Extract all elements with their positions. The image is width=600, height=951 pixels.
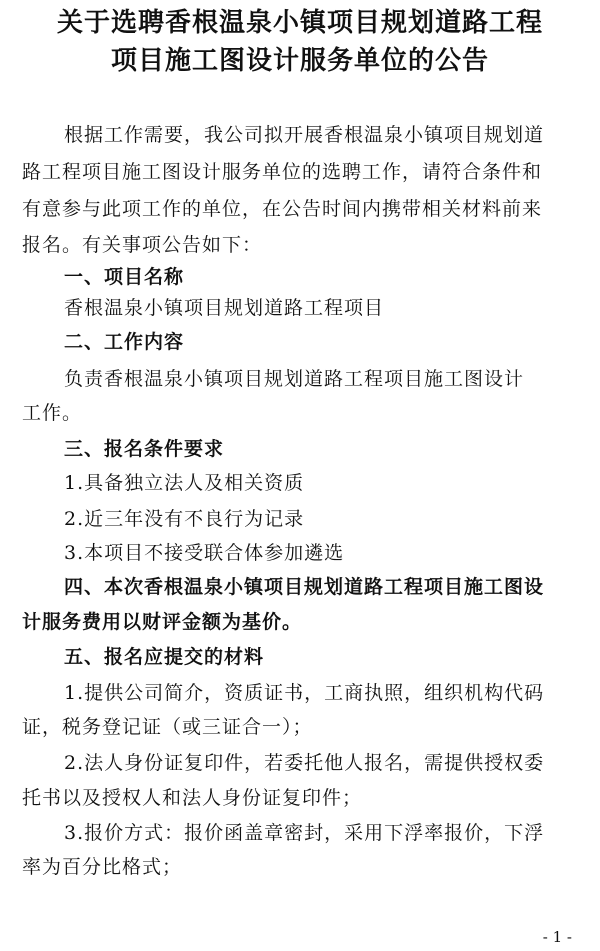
section-heading: 五、报名应提交的材料 (64, 646, 265, 668)
intro-line: 有意参与此项工作的单位，在公告时间内携带相关材料前来 (22, 198, 543, 220)
list-item: 3.本项目不接受联合体参加遴选 (64, 542, 345, 564)
section-heading: 二、工作内容 (64, 331, 185, 353)
list-item: 3.报价方式：报价函盖章密封，采用下浮率报价，下浮 (64, 822, 545, 844)
intro-line: 路工程项目施工图设计服务单位的选聘工作，请符合条件和 (22, 161, 543, 183)
intro-line: 报名。有关事项公告如下： (22, 234, 263, 256)
section-heading: 四、本次香根温泉小镇项目规划道路工程项目施工图设 (64, 576, 545, 598)
list-item: 托书以及授权人和法人身份证复印件； (22, 787, 363, 809)
section-heading: 计服务费用以财评金额为基价。 (22, 611, 303, 633)
section-heading: 一、项目名称 (64, 266, 185, 288)
document-title-line-1: 关于选聘香根温泉小镇项目规划道路工程 (56, 8, 543, 38)
section-heading: 三、报名条件要求 (64, 438, 225, 460)
list-item: 2.近三年没有不良行为记录 (64, 508, 305, 530)
list-item: 率为百分比格式； (22, 856, 183, 878)
list-item: 证，税务登记证（或三证合一）； (22, 716, 313, 738)
list-item: 1.提供公司简介，资质证书，工商执照，组织机构代码 (64, 682, 545, 704)
section-body: 负责香根温泉小镇项目规划道路工程项目施工图设计 (64, 368, 525, 390)
intro-line: 根据工作需要，我公司拟开展香根温泉小镇项目规划道 (64, 124, 545, 146)
section-body: 工作。 (22, 402, 83, 424)
list-item: 2.法人身份证复印件，若委托他人报名，需提供授权委 (64, 752, 545, 774)
list-item: 1.具备独立法人及相关资质 (64, 472, 305, 494)
document-title-line-2: 项目施工图设计服务单位的公告 (110, 46, 489, 76)
section-body: 香根温泉小镇项目规划道路工程项目 (64, 297, 385, 319)
page-number: - 1 - (542, 928, 572, 946)
